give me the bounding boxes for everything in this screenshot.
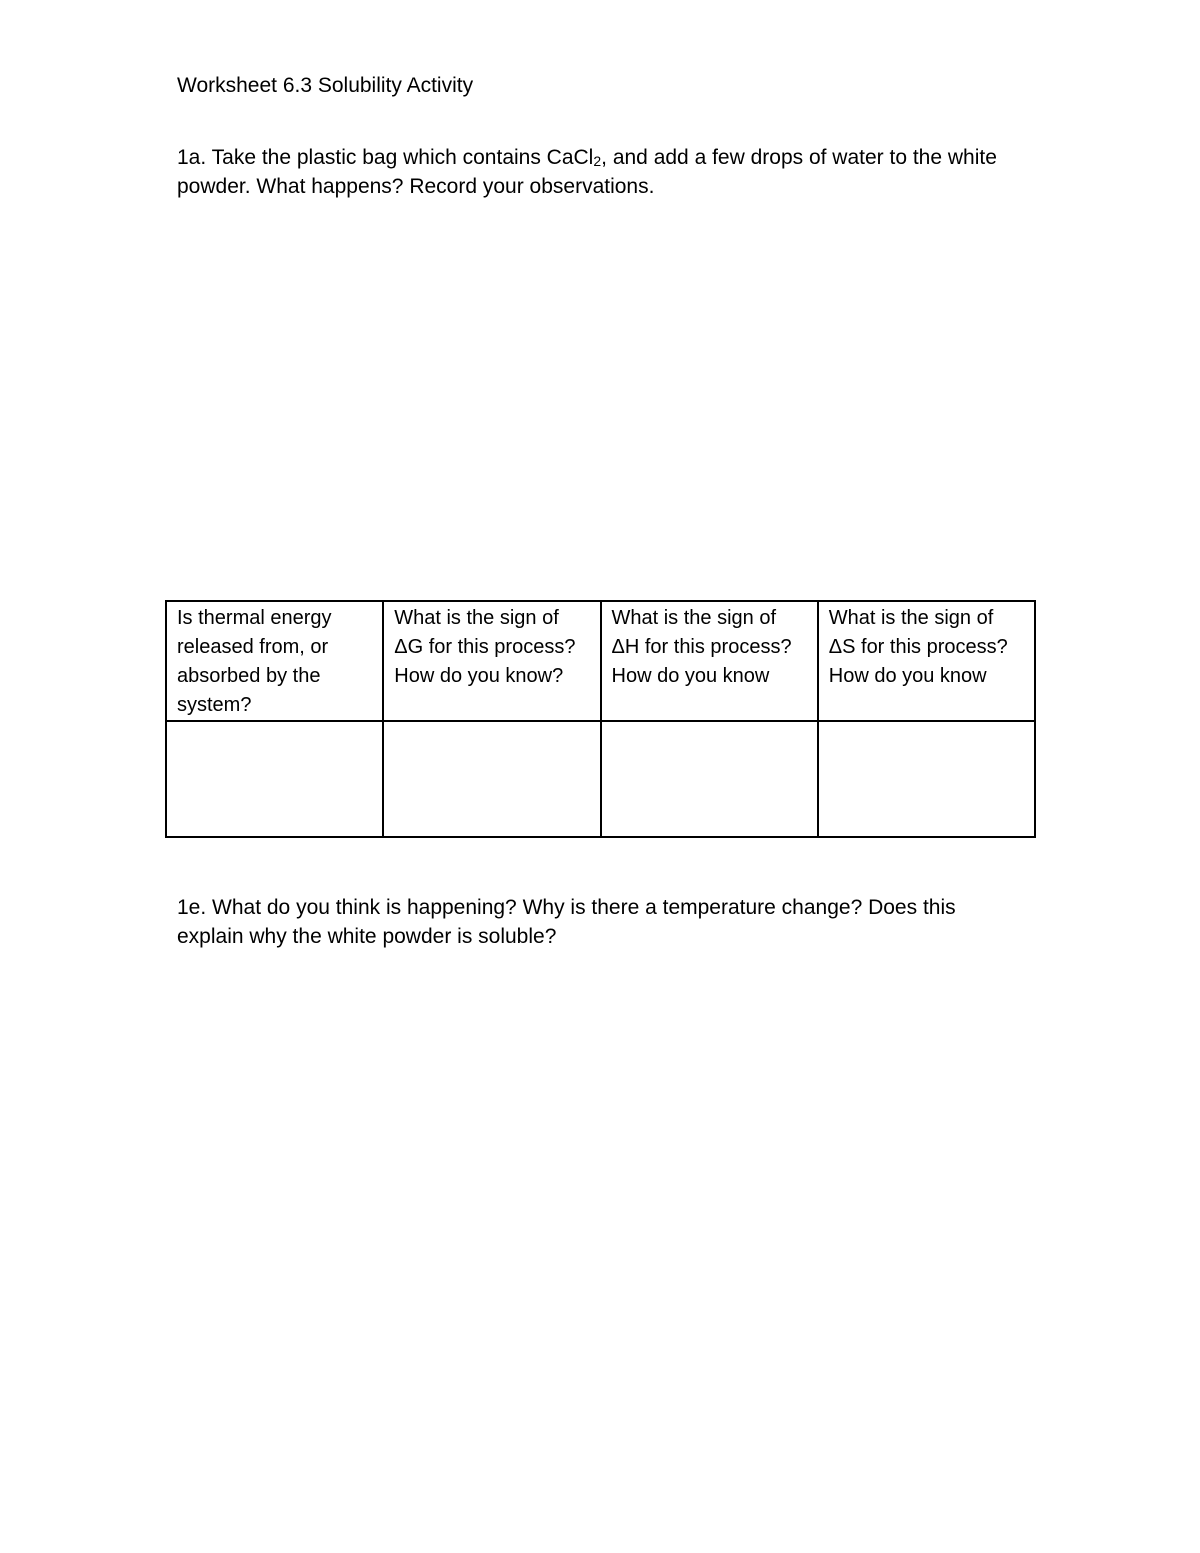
header-delta-g [383,601,600,721]
header-text-line: ΔS for this process? [828,636,1008,658]
worksheet-title: Worksheet 6.3 Solubility Activity [177,74,474,97]
formula-subscript: 2 [593,153,602,169]
question-1a-text-end: , and add a few drops of water to the white [601,146,997,169]
question-1e [177,893,1057,951]
header-text-line: What is the sign of [394,607,559,629]
question-1a-line-2: powder. What happens? Record your observations. [177,175,655,198]
header-text-line: How do you know [828,665,987,687]
header-text-line: absorbed by the [177,665,321,687]
table-header-row [166,601,1035,721]
question-1e-line-2: explain why the white powder is soluble? [177,925,557,948]
header-text-line: What is the sign of [611,607,777,629]
answer-cell-delta-s[interactable] [818,721,1035,837]
question-1a [177,143,1057,201]
header-delta-s [818,601,1035,721]
answer-cell-delta-g[interactable] [383,721,600,837]
header-text-line: How do you know? [394,665,564,687]
header-text-line: system? [177,694,252,716]
question-1a-text-start: 1a. Take the plastic bag which contains CaCl [177,146,594,169]
question-1a-line-1 [177,143,1057,172]
header-text-line: What is the sign of [828,607,994,629]
answer-cell-thermal-energy[interactable] [166,721,383,837]
header-text-line: ΔG for this process? [394,636,576,658]
header-text-line: Is thermal energy [177,607,332,629]
header-thermal-energy [166,601,383,721]
answer-table [165,600,1036,838]
header-text-line: ΔH for this process? [611,636,792,658]
header-text-line: released from, or [177,636,329,658]
header-text-line: How do you know [611,665,770,687]
question-1e-line-1: 1e. What do you think is happening? Why is there a temperature change? Does this [177,896,956,919]
header-delta-h [601,601,818,721]
answer-cell-delta-h[interactable] [601,721,818,837]
table-answer-row [166,721,1035,837]
